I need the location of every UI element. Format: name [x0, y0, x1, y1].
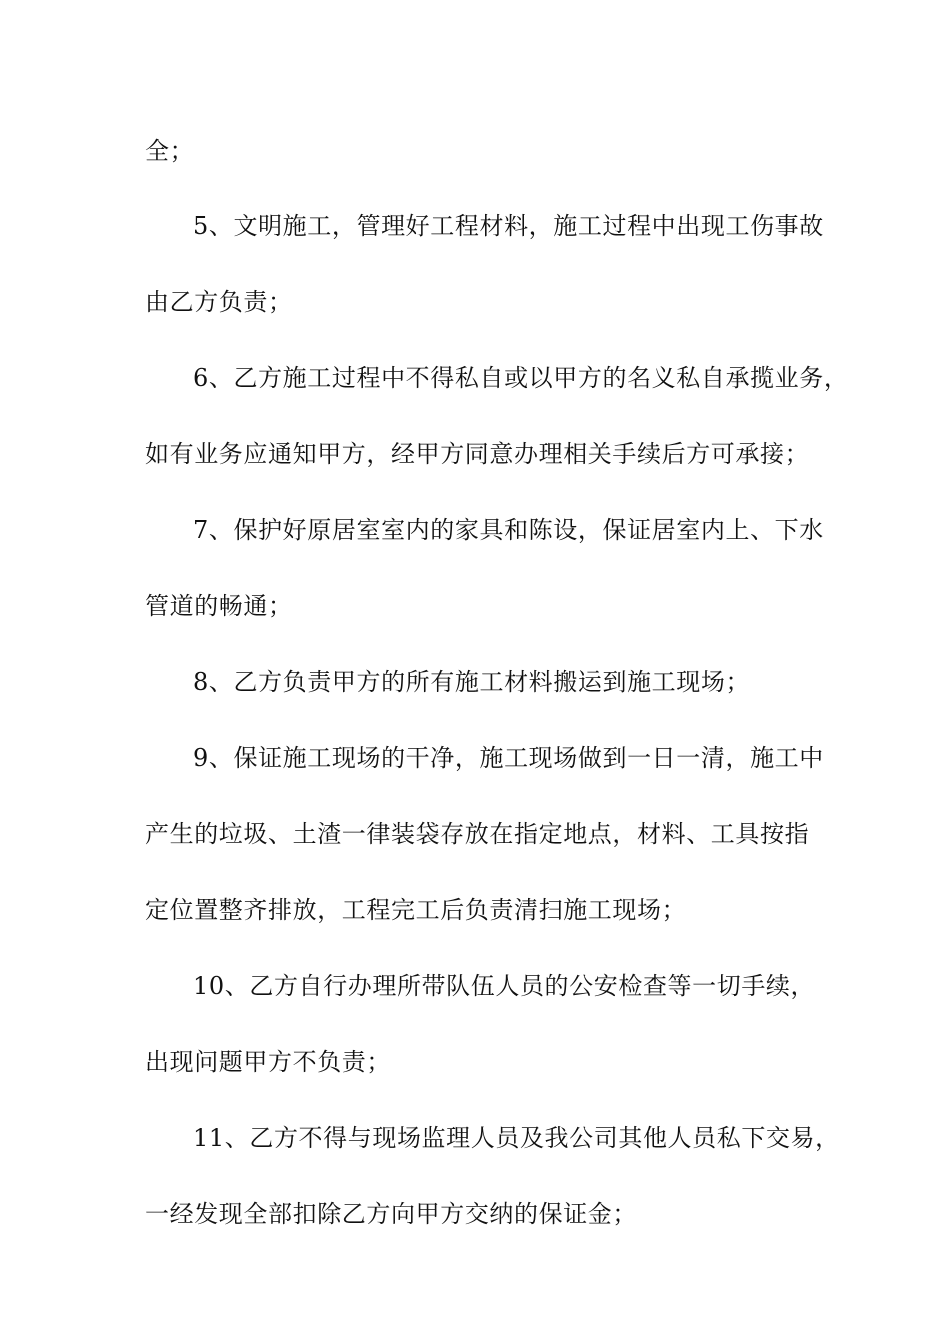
text-line: 一经发现全部扣除乙方向甲方交纳的保证金；: [145, 1200, 637, 1228]
text-line: 9、保证施工现场的干净，施工现场做到一日一清，施工中: [193, 744, 824, 772]
text-line: 10、乙方自行办理所带队伍人员的公安检查等一切手续，: [193, 972, 816, 1000]
text-line: 出现问题甲方不负责；: [145, 1048, 391, 1076]
text-line: 产生的垃圾、土渣一律装袋存放在指定地点，材料、工具按指: [145, 820, 810, 848]
text-line: 6、乙方施工过程中不得私自或以甲方的名义私自承揽业务，: [193, 364, 849, 392]
text-line: 7、保护好原居室室内的家具和陈设，保证居室内上、下水: [193, 516, 824, 544]
text-line: 全；: [145, 137, 195, 165]
text-line: 定位置整齐排放，工程完工后负责清扫施工现场；: [145, 896, 687, 924]
text-line: 5、文明施工，管理好工程材料，施工过程中出现工伤事故: [193, 212, 824, 240]
text-line: 如有业务应通知甲方，经甲方同意办理相关手续后方可承接；: [145, 440, 810, 468]
text-line: 11、乙方不得与现场监理人员及我公司其他人员私下交易，: [193, 1124, 840, 1152]
text-line: 8、乙方负责甲方的所有施工材料搬运到施工现场；: [193, 668, 751, 696]
text-line: 管道的畅通；: [145, 592, 293, 620]
text-line: 由乙方负责；: [145, 288, 293, 316]
